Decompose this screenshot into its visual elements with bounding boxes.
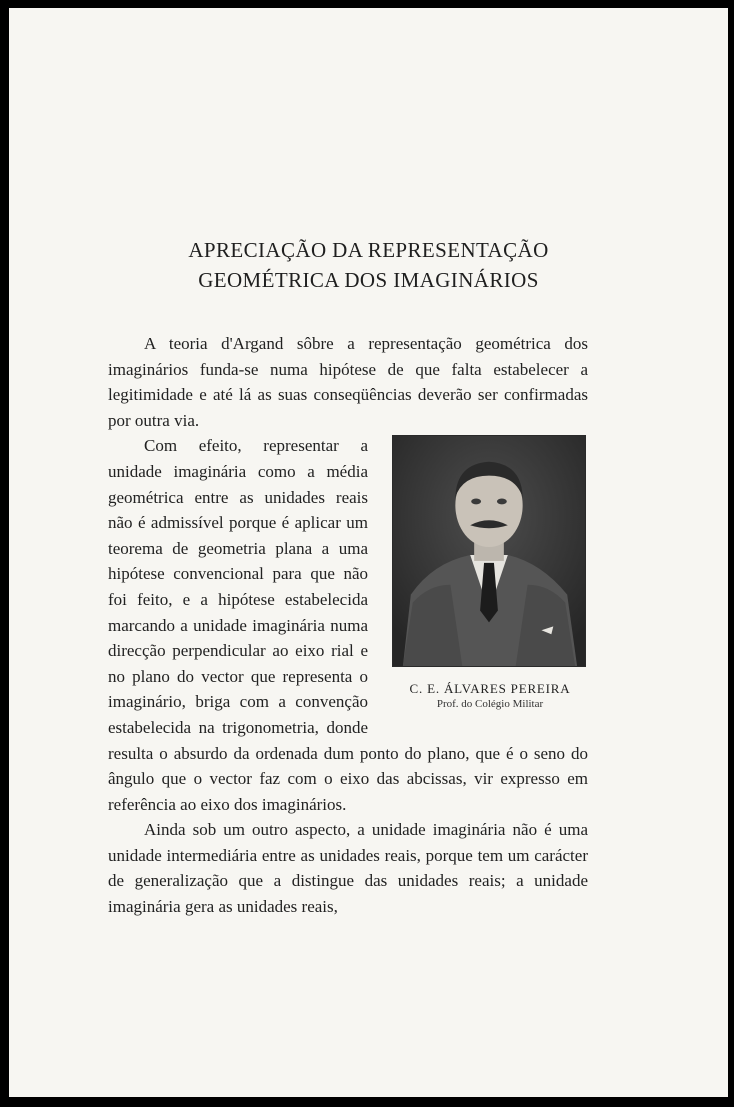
portrait-figure bbox=[382, 435, 588, 730]
title-line-1: APRECIAÇÃO DA REPRESENTAÇÃO bbox=[188, 238, 549, 262]
paragraph-1: A teoria d'Argand sôbre a representação geométrica dos imaginários funda-se numa hipótese de que falta estabelecer a legitimidade e até lá as suas conseqüências deverão ser confirmadas por outra via. bbox=[108, 334, 588, 430]
paragraph-2: Com efeito, representar a unidade imaginária como a média geométrica entre as unidades reais não é admissível porque é aplicar um teorema de geometria plana a uma hipótese convencional para que não foi feito, e a hipótese estabelecida marcando a unidade imaginária numa direcção perpendicular ao eixo rial e no plano do vector que representa o imaginário, briga com a convenção estabelecida na trigonometria, donde resulta o absurdo da ordenada dum ponto do plano, que é o seno do ângulo que o vector faz com o eixo das abcissas, vir expresso em referência ao eixo dos imaginários. bbox=[108, 436, 588, 814]
portrait-caption-name: C. E. ÁLVARES PEREIRA bbox=[409, 681, 571, 697]
article-body bbox=[108, 331, 588, 920]
portrait-photo bbox=[392, 435, 586, 667]
portrait-caption-role: Prof. do Colégio Militar bbox=[436, 698, 544, 711]
portrait-illustration bbox=[393, 436, 585, 666]
paragraph-3: Ainda sob um outro aspecto, a unidade imaginária não é uma unidade intermediária entre as unidades reais, porque tem um carácter de generalização que a distingue das unidades reais; a unidade imaginária gera as unidades reais, bbox=[108, 820, 588, 917]
title-line-2: GEOMÉTRICA DOS IMAGINÁRIOS bbox=[198, 268, 539, 292]
article-title bbox=[9, 235, 728, 295]
document-page bbox=[9, 8, 728, 1097]
